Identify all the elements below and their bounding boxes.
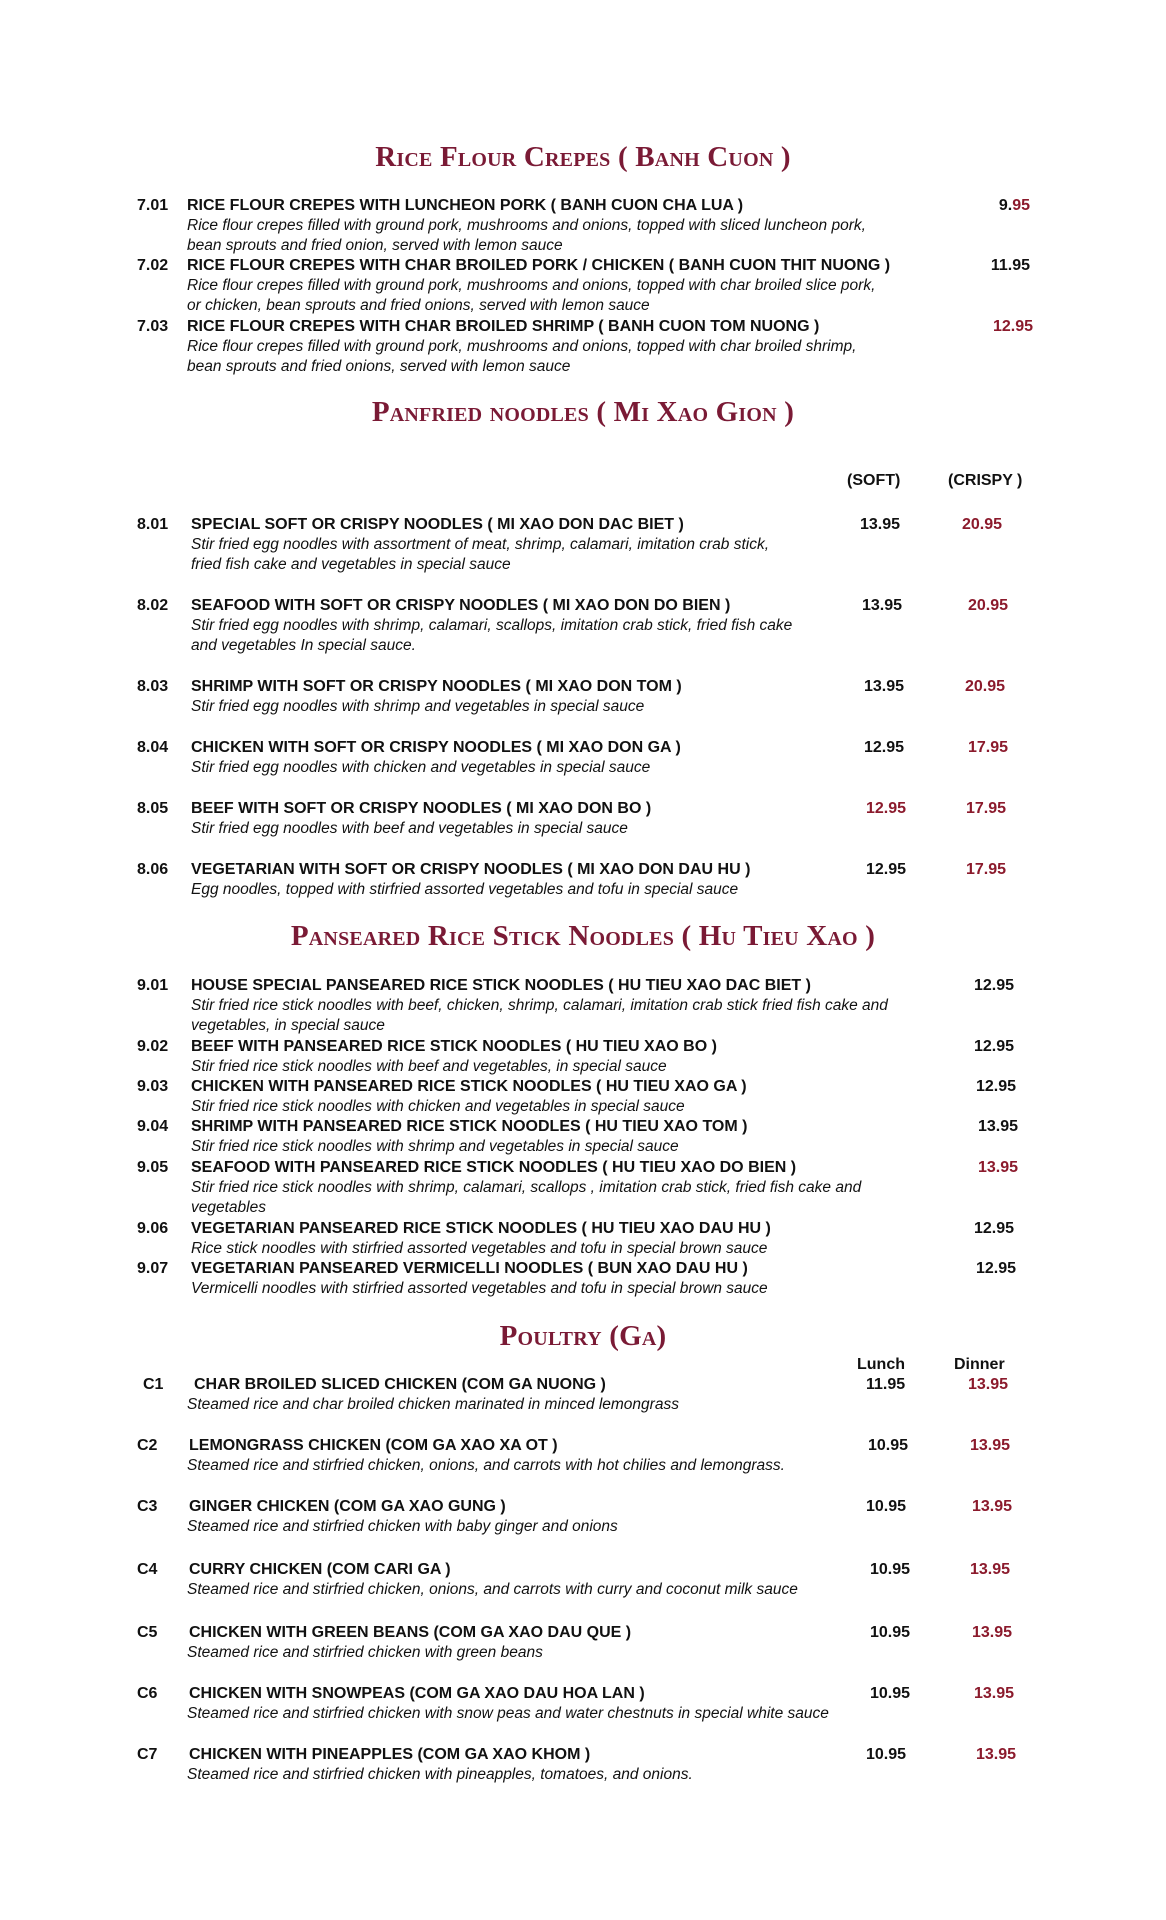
price-soft: 13.95 [862,597,903,614]
section-title-poultry: Poultry (Ga) [499,1320,667,1352]
item-description: Rice stick noodles with stirfried assorted vegetables and tofu in special brown sauce [191,1240,768,1257]
item-description: Stir fried rice stick noodles with chicken and vegetables in special sauce [191,1098,685,1115]
item-price: 12.95 [974,977,1015,994]
item-description: Stir fried egg noodles with beef and vegetables in special sauce [191,820,628,837]
price-lunch: 10.95 [870,1685,911,1702]
column-header-crispy: (CRISPY ) [948,472,1023,489]
item-number: 9.06 [137,1220,169,1237]
price-lunch: 10.95 [870,1624,911,1641]
item-description: Stir fried rice stick noodles with beef and vegetables, in special sauce [191,1058,667,1075]
price-dinner: 13.95 [974,1685,1015,1702]
price-soft: 13.95 [860,516,901,533]
item-price: 12.95 [992,318,1033,335]
item-number: 9.07 [137,1260,169,1277]
column-header-dinner: Dinner [954,1356,1005,1373]
item-description: Stir fried egg noodles with assortment of meat, shrimp, calamari, imitation crab stick, fried fish cake and vegetables in special sauce [191,536,770,573]
item-description: Steamed rice and stirfried chicken with green beans [187,1644,543,1661]
section-title-mi-xao: Panfried noodles ( Mi Xao Gion ) [371,396,795,428]
price-crispy: 17.95 [968,739,1009,756]
item-description: Rice flour crepes filled with ground pork, mushrooms and onions, topped with char broiled slice pork, or chicken, bean sprouts and fried onions, served with lemon sauce [187,277,876,314]
item-description: Steamed rice and stirfried chicken with snow peas and water chestnuts in special white sauce [187,1705,829,1722]
item-number: 7.03 [137,318,169,335]
item-number: 7.02 [137,257,169,274]
item-name: CURRY CHICKEN (COM CARI GA ) [189,1561,451,1578]
item-name: CHICKEN WITH PANSEARED RICE STICK NOODLES ( HU TIEU XAO GA ) [191,1078,747,1095]
item-description: Stir fried rice stick noodles with shrimp, calamari, scallops , imitation crab stick, fried fish cake and vegetables [191,1179,862,1216]
section-title-hu-tieu-xao: Panseared Rice Stick Noodles ( Hu Tieu Xao ) [290,920,876,952]
item-description: Steamed rice and char broiled chicken marinated in minced lemongrass [187,1396,679,1413]
column-header-lunch: Lunch [857,1356,905,1373]
item-description: Steamed rice and stirfried chicken with pineapples, tomatoes, and onions. [187,1766,693,1783]
price-dinner: 13.95 [976,1746,1017,1763]
item-number: 8.02 [137,597,169,614]
price-dinner: 13.95 [968,1376,1009,1393]
item-description: Stir fried egg noodles with shrimp and vegetables in special sauce [191,698,645,715]
item-price: 12.95 [974,1038,1015,1055]
price-dinner: 13.95 [970,1561,1011,1578]
price-dinner: 13.95 [972,1498,1013,1515]
price-crispy: 17.95 [966,800,1007,817]
price-crispy: 20.95 [968,597,1009,614]
item-description: Steamed rice and stirfried chicken with baby ginger and onions [187,1518,618,1535]
item-name: RICE FLOUR CREPES WITH CHAR BROILED SHRIMP ( BANH CUON TOM NUONG ) [187,318,820,335]
price-soft: 13.95 [864,678,905,695]
item-number: C5 [137,1624,158,1641]
item-name: RICE FLOUR CREPES WITH CHAR BROILED PORK / CHICKEN ( BANH CUON THIT NUONG ) [187,257,891,274]
item-number: C6 [137,1685,158,1702]
item-name: CHICKEN WITH SOFT OR CRISPY NOODLES ( MI XAO DON GA ) [191,739,681,756]
item-description: Rice flour crepes filled with ground pork, mushrooms and onions, topped with char broiled shrimp, bean sprouts and fried onions, served with lemon sauce [187,338,857,375]
item-price: 12.95 [974,1220,1015,1237]
item-number: C2 [137,1437,158,1454]
price-lunch: 11.95 [866,1376,906,1393]
item-price: 11.95 [990,257,1030,274]
item-price: 13.95 [978,1159,1019,1176]
price-soft: 12.95 [866,861,907,878]
price-crispy: 20.95 [965,678,1006,695]
item-number: C3 [137,1498,158,1515]
price-dinner: 13.95 [970,1437,1011,1454]
section-title-banh-cuon: Rice Flour Crepes ( Banh Cuon ) [375,141,791,173]
item-name: VEGETARIAN PANSEARED RICE STICK NOODLES ( HU TIEU XAO DAU HU ) [191,1220,771,1237]
item-name: CHAR BROILED SLICED CHICKEN (COM GA NUONG ) [194,1376,606,1393]
item-number: 9.01 [137,977,169,994]
item-name: LEMONGRASS CHICKEN (COM GA XAO XA OT ) [189,1437,558,1454]
item-name: CHICKEN WITH GREEN BEANS (COM GA XAO DAU QUE ) [189,1624,632,1641]
item-description: Vermicelli noodles with stirfried assorted vegetables and tofu in special brown sauce [191,1280,768,1297]
price-crispy: 20.95 [962,516,1003,533]
column-header-soft: (SOFT) [847,472,901,489]
item-name: SEAFOOD WITH SOFT OR CRISPY NOODLES ( MI XAO DON DO BIEN ) [191,597,731,614]
item-number: 8.04 [137,739,169,756]
item-number: 9.05 [137,1159,169,1176]
item-number: 8.03 [137,678,169,695]
price-lunch: 10.95 [866,1746,907,1763]
price-soft: 12.95 [864,739,905,756]
price-soft: 12.95 [866,800,907,817]
item-description: Steamed rice and stirfried chicken, onions, and carrots with curry and coconut milk sauce [187,1581,798,1598]
item-name: SPECIAL SOFT OR CRISPY NOODLES ( MI XAO DON DAC BIET ) [191,516,684,533]
item-description: Stir fried egg noodles with chicken and vegetables in special sauce [191,759,651,776]
item-price: 12.95 [976,1078,1017,1095]
price-crispy: 17.95 [966,861,1007,878]
item-description: Stir fried egg noodles with shrimp, calamari, scallops, imitation crab stick, fried fish cake and vegetables In special sauce. [191,617,793,654]
item-price: 13.95 [978,1118,1019,1135]
item-name: CHICKEN WITH PINEAPPLES (COM GA XAO KHOM ) [189,1746,591,1763]
item-number: C4 [137,1561,158,1578]
item-description: Steamed rice and stirfried chicken, onions, and carrots with hot chilies and lemongrass. [187,1457,785,1474]
price-dinner: 13.95 [972,1624,1013,1641]
item-number: 7.01 [137,197,169,214]
item-number: 9.02 [137,1038,169,1055]
item-number: C7 [137,1746,158,1763]
item-number: 8.05 [137,800,169,817]
price-lunch: 10.95 [870,1561,911,1578]
item-description: Egg noodles, topped with stirfried assorted vegetables and tofu in special sauce [191,881,739,898]
item-description: Rice flour crepes filled with ground pork, mushrooms and onions, topped with sliced luncheon pork, bean sprouts and fried onion, served with lemon sauce [187,217,866,254]
item-name: SHRIMP WITH SOFT OR CRISPY NOODLES ( MI XAO DON TOM ) [191,678,682,695]
item-number: 9.04 [137,1118,169,1135]
item-name: SEAFOOD WITH PANSEARED RICE STICK NOODLES ( HU TIEU XAO DO BIEN ) [191,1159,797,1176]
item-number: C1 [143,1376,164,1393]
item-name: SHRIMP WITH PANSEARED RICE STICK NOODLES ( HU TIEU XAO TOM ) [191,1118,748,1135]
price-lunch: 10.95 [866,1498,907,1515]
item-name: VEGETARIAN WITH SOFT OR CRISPY NOODLES ( MI XAO DON DAU HU ) [191,861,751,878]
item-name: HOUSE SPECIAL PANSEARED RICE STICK NOODLES ( HU TIEU XAO DAC BIET ) [191,977,811,994]
price-lunch: 10.95 [868,1437,909,1454]
item-number: 8.06 [137,861,169,878]
item-name: BEEF WITH SOFT OR CRISPY NOODLES ( MI XAO DON BO ) [191,800,652,817]
item-price: 12.95 [976,1260,1017,1277]
item-name: RICE FLOUR CREPES WITH LUNCHEON PORK ( BANH CUON CHA LUA ) [187,197,744,214]
item-name: GINGER CHICKEN (COM GA XAO GUNG ) [189,1498,506,1515]
item-description: Stir fried rice stick noodles with beef, chicken, shrimp, calamari, imitation crab stick fried fish cake and vegetables, in special sauce [191,997,888,1034]
item-name: BEEF WITH PANSEARED RICE STICK NOODLES ( HU TIEU XAO BO ) [191,1038,717,1055]
item-name: VEGETARIAN PANSEARED VERMICELLI NOODLES ( BUN XAO DAU HU ) [191,1260,748,1277]
item-name: CHICKEN WITH SNOWPEAS (COM GA XAO DAU HOA LAN ) [189,1685,645,1702]
item-number: 8.01 [137,516,169,533]
item-description: Stir fried rice stick noodles with shrimp and vegetables in special sauce [191,1138,679,1155]
item-number: 9.03 [137,1078,169,1095]
item-price: 9.95 [998,197,1030,214]
